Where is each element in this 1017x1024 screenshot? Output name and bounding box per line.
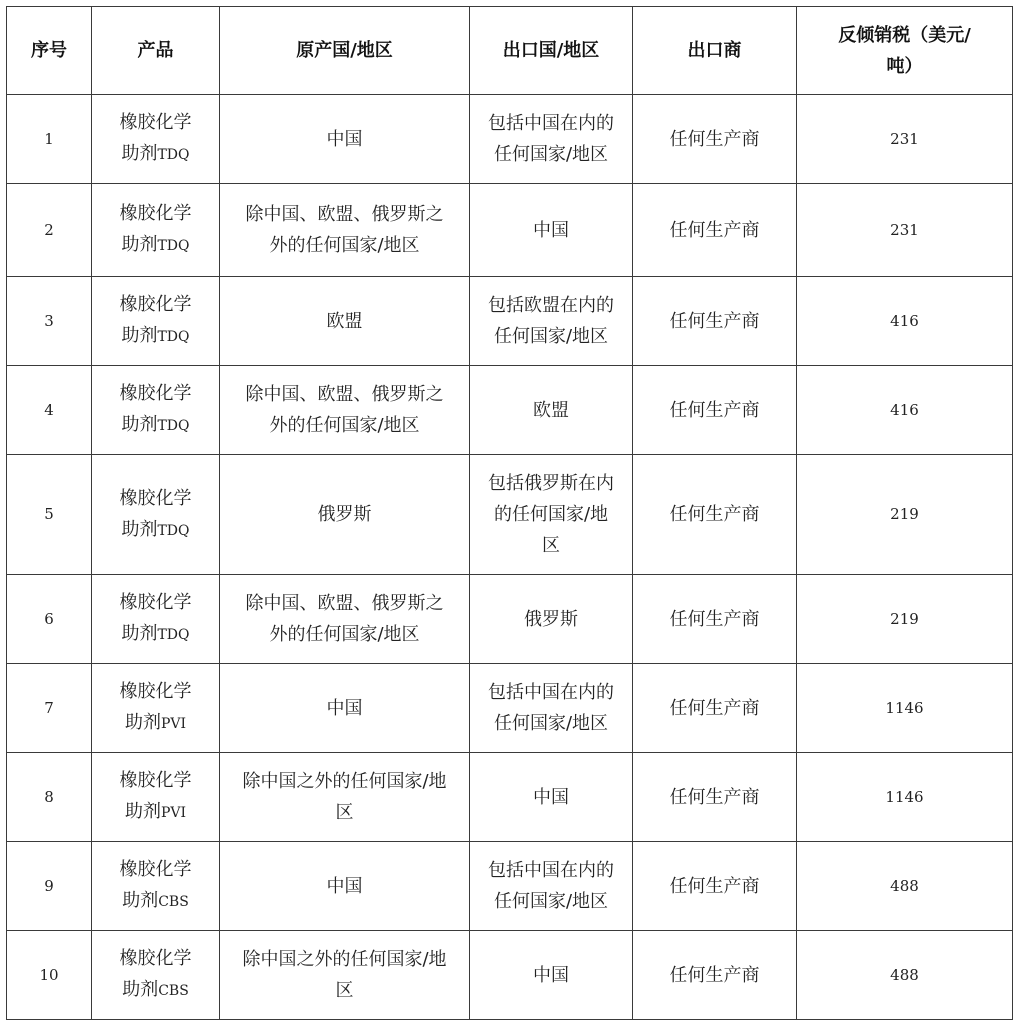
cell-index: 9 <box>7 842 92 931</box>
product-code: TDQ <box>157 147 190 163</box>
cell-origin: 除中国之外的任何国家/地区 <box>220 931 470 1020</box>
cell-export-country: 包括俄罗斯在内的任何国家/地区 <box>470 455 633 575</box>
table-row <box>7 95 1013 184</box>
table-row <box>7 277 1013 366</box>
cell-duty: 231 <box>797 95 1013 184</box>
cell-export-country: 欧盟 <box>470 366 633 455</box>
product-name-line1: 橡胶化学 <box>119 592 192 613</box>
product-code: CBS <box>158 894 189 910</box>
product-code: PVI <box>160 805 187 821</box>
cell-duty: 231 <box>797 184 1013 277</box>
cell-exporter: 任何生产商 <box>633 753 797 842</box>
product-code: TDQ <box>157 522 190 539</box>
cell-product <box>92 184 220 277</box>
header-exporter: 出口商 <box>633 7 797 95</box>
product-code: TDQ <box>157 418 190 434</box>
cell-exporter: 任何生产商 <box>633 931 797 1020</box>
cell-export-country: 包括中国在内的任何国家/地区 <box>470 842 633 931</box>
product-name-line1: 橡胶化学 <box>119 948 192 969</box>
cell-index: 10 <box>7 931 92 1020</box>
cell-product <box>92 753 220 842</box>
product-code: PVI <box>160 716 187 732</box>
table-row <box>7 664 1013 753</box>
cell-duty: 1146 <box>797 664 1013 753</box>
product-name-suffix: 助剂 <box>124 801 161 822</box>
product-name-line1: 橡胶化学 <box>119 487 192 509</box>
cell-origin: 除中国、欧盟、俄罗斯之外的任何国家/地区 <box>220 575 470 664</box>
table-row <box>7 366 1013 455</box>
product-name-line1: 橡胶化学 <box>119 112 192 133</box>
cell-index: 7 <box>7 664 92 753</box>
header-origin: 原产国/地区 <box>220 7 470 95</box>
product-code: TDQ <box>157 627 190 643</box>
product-name-suffix: 助剂 <box>122 979 159 1000</box>
cell-index: 8 <box>7 753 92 842</box>
cell-product <box>92 931 220 1020</box>
cell-exporter: 任何生产商 <box>633 366 797 455</box>
product-name-suffix: 助剂 <box>121 234 158 255</box>
cell-product <box>92 842 220 931</box>
product-name-suffix: 助剂 <box>124 712 161 733</box>
table-row <box>7 753 1013 842</box>
cell-exporter: 任何生产商 <box>633 277 797 366</box>
product-name-line2 <box>114 707 197 740</box>
cell-duty: 219 <box>797 455 1013 575</box>
cell-index: 3 <box>7 277 92 366</box>
product-name-line2 <box>114 618 197 651</box>
product-name-line2 <box>114 409 197 442</box>
cell-exporter: 任何生产商 <box>633 95 797 184</box>
cell-exporter: 任何生产商 <box>633 575 797 664</box>
cell-index: 4 <box>7 366 92 455</box>
cell-index: 6 <box>7 575 92 664</box>
cell-duty: 219 <box>797 575 1013 664</box>
product-name-suffix: 助剂 <box>121 414 158 435</box>
product-name-line1: 橡胶化学 <box>119 859 192 880</box>
product-code: CBS <box>158 983 189 999</box>
product-name-line2 <box>114 885 197 918</box>
cell-export-country: 中国 <box>470 753 633 842</box>
cell-index: 2 <box>7 184 92 277</box>
cell-index: 5 <box>7 455 92 575</box>
cell-origin: 除中国之外的任何国家/地区 <box>220 753 470 842</box>
product-name-line1: 橡胶化学 <box>119 681 192 702</box>
cell-export-country: 包括欧盟在内的任何国家/地区 <box>470 277 633 366</box>
product-code: TDQ <box>157 329 190 345</box>
product-name-line1: 橡胶化学 <box>119 770 192 791</box>
cell-exporter: 任何生产商 <box>633 184 797 277</box>
cell-duty: 488 <box>797 931 1013 1020</box>
product-name-line2 <box>114 514 197 547</box>
product-name-suffix: 助剂 <box>121 518 158 540</box>
cell-product <box>92 277 220 366</box>
cell-duty: 416 <box>797 277 1013 366</box>
header-product: 产品 <box>92 7 220 95</box>
table-row <box>7 575 1013 664</box>
cell-duty: 1146 <box>797 753 1013 842</box>
cell-export-country: 中国 <box>470 184 633 277</box>
cell-export-country: 包括中国在内的任何国家/地区 <box>470 664 633 753</box>
product-name-line2 <box>114 138 197 171</box>
product-name-suffix: 助剂 <box>121 143 158 164</box>
cell-exporter: 任何生产商 <box>633 455 797 575</box>
header-export-country: 出口国/地区 <box>470 7 633 95</box>
product-name-line2 <box>114 796 197 829</box>
cell-duty: 416 <box>797 366 1013 455</box>
table-body <box>7 95 1013 1020</box>
cell-origin: 除中国、欧盟、俄罗斯之外的任何国家/地区 <box>220 184 470 277</box>
cell-origin: 除中国、欧盟、俄罗斯之外的任何国家/地区 <box>220 366 470 455</box>
product-name-suffix: 助剂 <box>122 890 159 911</box>
product-name-line1: 橡胶化学 <box>119 203 192 224</box>
cell-origin: 中国 <box>220 842 470 931</box>
cell-exporter: 任何生产商 <box>633 664 797 753</box>
cell-origin: 中国 <box>220 664 470 753</box>
cell-product <box>92 575 220 664</box>
table-row <box>7 842 1013 931</box>
product-name-line1: 橡胶化学 <box>119 383 192 404</box>
header-duty: 反倾销税（美元/吨） <box>797 7 1013 95</box>
product-name-line2 <box>114 320 197 353</box>
header-row <box>7 7 1013 95</box>
cell-product <box>92 95 220 184</box>
cell-export-country: 俄罗斯 <box>470 575 633 664</box>
product-name-line2 <box>114 974 197 1007</box>
anti-dumping-duty-table <box>6 6 1013 1020</box>
cell-export-country: 包括中国在内的任何国家/地区 <box>470 95 633 184</box>
table-header <box>7 7 1013 95</box>
cell-origin: 欧盟 <box>220 277 470 366</box>
cell-origin: 俄罗斯 <box>220 455 470 575</box>
table-row <box>7 184 1013 277</box>
cell-product <box>92 664 220 753</box>
product-code: TDQ <box>157 238 190 254</box>
product-name-line2 <box>114 229 197 262</box>
cell-product <box>92 455 220 575</box>
table-row <box>7 455 1013 575</box>
cell-exporter: 任何生产商 <box>633 842 797 931</box>
header-index: 序号 <box>7 7 92 95</box>
product-name-suffix: 助剂 <box>121 325 158 346</box>
product-name-line1: 橡胶化学 <box>119 294 192 315</box>
cell-product <box>92 366 220 455</box>
table-row <box>7 931 1013 1020</box>
cell-duty: 488 <box>797 842 1013 931</box>
cell-export-country: 中国 <box>470 931 633 1020</box>
cell-index: 1 <box>7 95 92 184</box>
product-name-suffix: 助剂 <box>121 623 158 644</box>
cell-origin: 中国 <box>220 95 470 184</box>
